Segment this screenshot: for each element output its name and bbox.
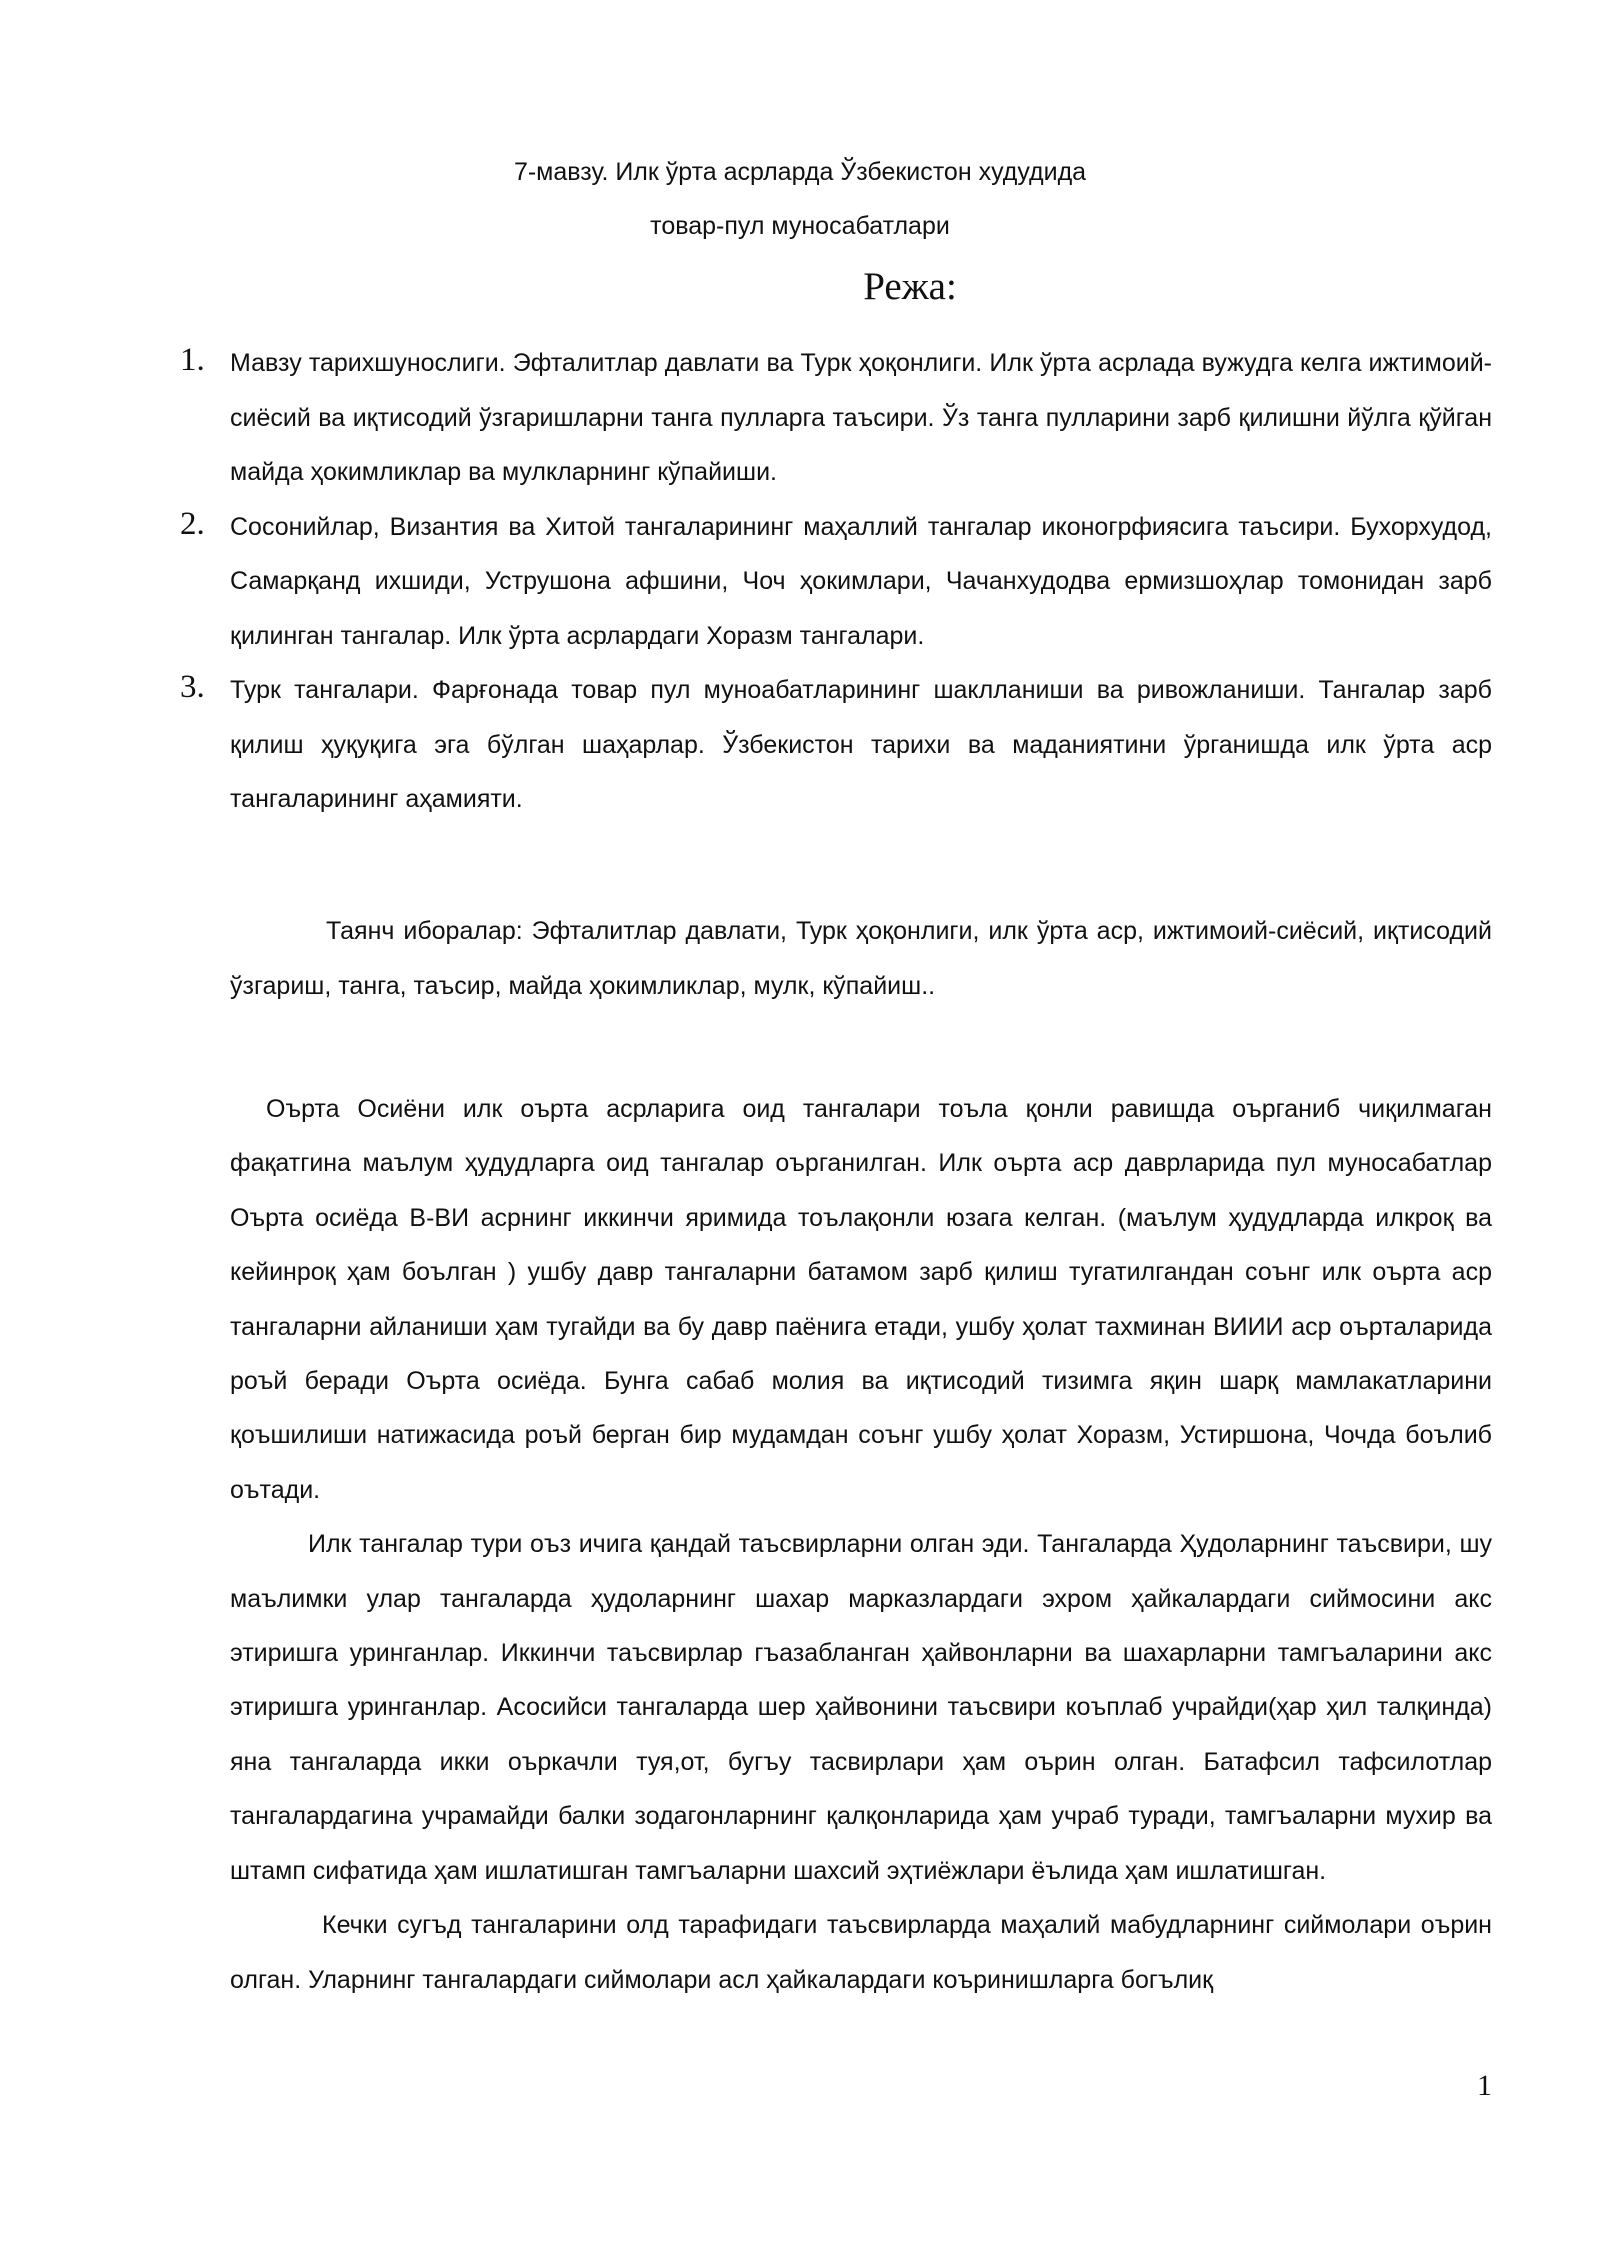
plan-item-number: 2.: [180, 505, 205, 542]
plan-item-number: 1.: [180, 342, 205, 378]
body-paragraph-3: Кечки сугъд тангаларини олд тарафидаги таъсвирларда маҳалий мабудларнинг сиймолари оърин олган. Уларнинг тангалардаги сиймолари асл ҳайкалардаги коъринишларга богълиқ: [230, 1911, 1492, 1994]
plan-list: [172, 336, 1492, 827]
plan-item-3: [172, 663, 1492, 827]
page-number: 1: [1477, 2069, 1492, 2102]
keywords-paragraph: Таянч иборалар: Эфталитлар давлати, Турк ҳоқонлиги, илк ўрта аср, ижтимоий-сиёсий, иқтисодий ўзгариш, танга, таъсир, майда ҳокимликлар, мулк, кўпайиш..: [230, 917, 1492, 1000]
plan-item-1: [172, 336, 1492, 500]
body-text: [230, 1082, 1492, 2007]
plan-item-text: Турк тангалари. Фарғонада товар пул муноабатларининг шаклланиши ва ривожланиши. Тангалар зарб қилиш ҳуқуқига эга бўлган шаҳарлар. Ўзбекистон тарихи ва маданиятини ўрганишда илк ўрта аср тангаларининг аҳамияти.: [230, 676, 1492, 813]
plan-item-text: Сосонийлар, Византия ва Хитой тангаларининг маҳаллий тангалар иконогрфиясига таъсири. Бухорхудод, Самарқанд ихшиди, Уструшона афшини, Чоч ҳокимлари, Чачанхудодва ермизшоҳлар томонидан зарб қилинган тангалар. Илк ўрта асрлардаги Хоразм тангалари.: [230, 512, 1492, 650]
plan-item-text: Мавзу тарихшунослиги. Эфталитлар давлати ва Турк ҳоқонлиги. Илк ўрта асрлада вужудга келга ижтимоий-сиёсий ва иқтисодий ўзгаришларни танга пулларга таъсири. Ўз танга пулларини зарб қилишни йўлга қўйган майда ҳокимликлар ва мулкларнинг кўпайиши.: [230, 349, 1492, 486]
body-paragraph-2: Илк тангалар тури оъз ичига қандай таъсвирларни олган эди. Тангаларда Ҳудоларнинг таъсвири, шу маълимки улар тангаларда ҳудоларнинг шахар марказлардаги эхром ҳайкалардаги сиймосини акс этиришга уринганлар. Иккинчи таъсвирлар гъазабланган ҳайвонларни ва шахарларни тамгъаларини акс этиришга уринганлар. Асосийси тангаларда шер ҳайвонини таъсвири коъплаб учрайди(ҳар ҳил талқинда) яна тангаларда икки оъркачли туя,от, бугъу тасвирлари ҳам оърин олган. Батафсил тафсилотлар тангалардагина учрамайди балки зодагонларнинг қалқонларида ҳам учраб туради, тамгъаларни мухир ва штамп сифатида ҳам ишлатишган тамгъаларни шахсий эҳтиёжлари ёълида ҳам ишлатишган.: [230, 1530, 1492, 1885]
document-title-line-2: товар-пул муносабатлари: [650, 212, 950, 240]
document-title-line-1: 7-мавзу. Илк ўрта асрларда Ўзбекистон худудида: [513, 158, 1087, 186]
body-paragraph-1: Оърта Осиёни илк оърта асрларига оид тангалари тоъла қонли равишда оърганиб чиқилмаган фақатгина маълум ҳудудларга оид тангалар оърганилган. Илк оърта аср даврларида пул муносабатлар Оърта осиёда В-ВИ асрнинг иккинчи яримида тоълақонли юзага келган. (маълум ҳудудларда илкроқ ва кейинроқ ҳам боълган ) ушбу давр тангаларни батамом зарб қилиш тугатилгандан соънг илк оърта аср тангаларни айланиши ҳам тугайди ва бу давр паёнига етади, ушбу ҳолат тахминан ВИИИ аср оърталарида роъй беради Оърта осиёда. Бунга сабаб молия ва иқтисодий тизимга яқин шарқ мамлакатларини қоъшилиши натижасида роъй берган бир мудамдан соънг ушбу ҳолат Хоразм, Устиршона, Чочда боълиб оътади.: [230, 1095, 1492, 1504]
plan-item-number: 3.: [180, 669, 205, 705]
plan-item-2: [172, 500, 1492, 664]
plan-heading: Режа:: [863, 265, 957, 308]
